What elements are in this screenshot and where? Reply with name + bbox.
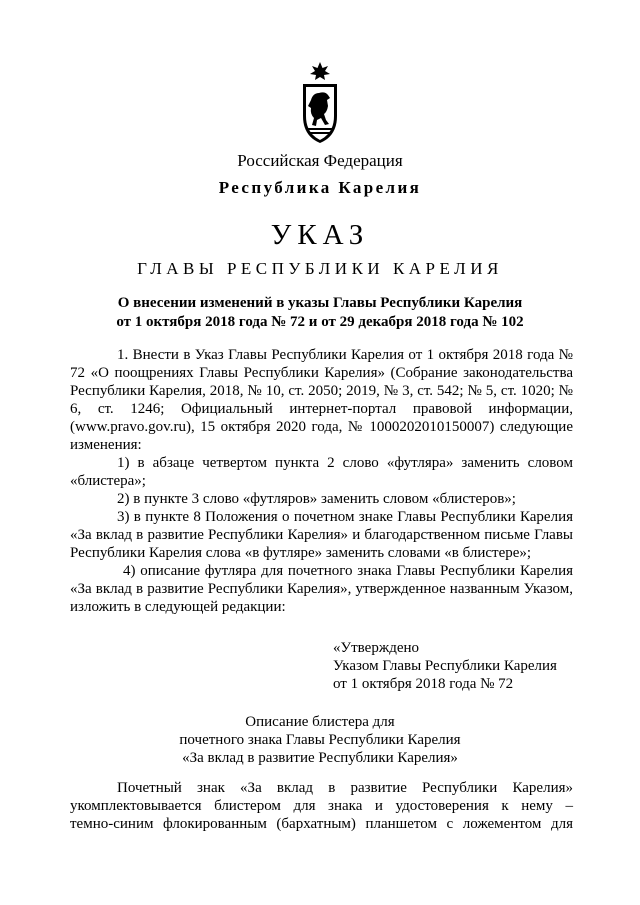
coat-of-arms-emblem	[297, 62, 343, 144]
description-text-line-1: Почетный знак «За вклад в развитие Республики Карелия»	[117, 780, 573, 796]
decree-body	[70, 346, 573, 616]
approval-line-2: Указом Главы Республики Карелия	[333, 658, 557, 674]
subject-line-1: О внесении изменений в указы Главы Республики Карелия	[117, 295, 523, 311]
approval-line-1: «Утверждено	[333, 640, 420, 656]
description-title	[0, 713, 640, 767]
paragraph-subitem-2: 2) в пункте 3 слово «футляров» заменить словом «блистеров»;	[117, 491, 516, 507]
description-text-line-3: темно-синим флокированным (бархатным) планшетом с ложементом для	[70, 816, 573, 832]
paragraph-subitem-4: 4) описание футляра для почетного знака Главы Республики Карелия «За вклад в развитие Республики Карелия», утвержденное названным Указом, изложить в следующей редакции:	[70, 563, 573, 615]
description-text	[70, 779, 573, 833]
paragraph-subitem-1: 1) в абзаце четвертом пункта 2 слово «футляра» заменить словом «блистера»;	[70, 455, 573, 489]
paragraph-subitem-3: 3) в пункте 8 Положения о почетном знаке Главы Республики Карелия «За вклад в развитие Республики Карелия» и благодарственном письме Главы Республики Карелия слова «в футляре» заменить словами «в блистере»;	[70, 509, 573, 561]
description-title-line-2: почетного знака Главы Республики Карелия	[179, 732, 461, 748]
approval-line-3: от 1 октября 2018 года № 72	[333, 676, 514, 692]
description-title-line-1: Описание блистера для	[245, 714, 395, 730]
country-name: Российская Федерация	[237, 151, 403, 170]
approval-block	[333, 639, 557, 693]
paragraph-item-1: 1. Внести в Указ Главы Республики Карелия от 1 октября 2018 года № 72 «О поощрениях Главы Республики Карелия» (Собрание законодательства Республики Карелия, 2018, № 10, ст. 2050; 2019, № 3, ст. 542; № 5, ст. 1020; № 6, ст. 1246; Официальный интернет-портал правовой информации, (www.pravo.gov.ru), 15 октября 2020 года, № 1000202010150007) следующие изменения:	[70, 347, 573, 453]
republic-name: Республика Карелия	[218, 178, 422, 197]
issuer-title: ГЛАВЫ РЕСПУБЛИКИ КАРЕЛИЯ	[137, 259, 503, 278]
document-type-title: УКАЗ	[270, 219, 370, 251]
subject-line-2: от 1 октября 2018 года № 72 и от 29 декабря 2018 года № 102	[116, 314, 524, 330]
description-text-line-2: укомплектовывается блистером для знака и удостоверения к нему –	[70, 798, 573, 814]
description-title-line-3: «За вклад в развитие Республики Карелия»	[182, 750, 458, 766]
